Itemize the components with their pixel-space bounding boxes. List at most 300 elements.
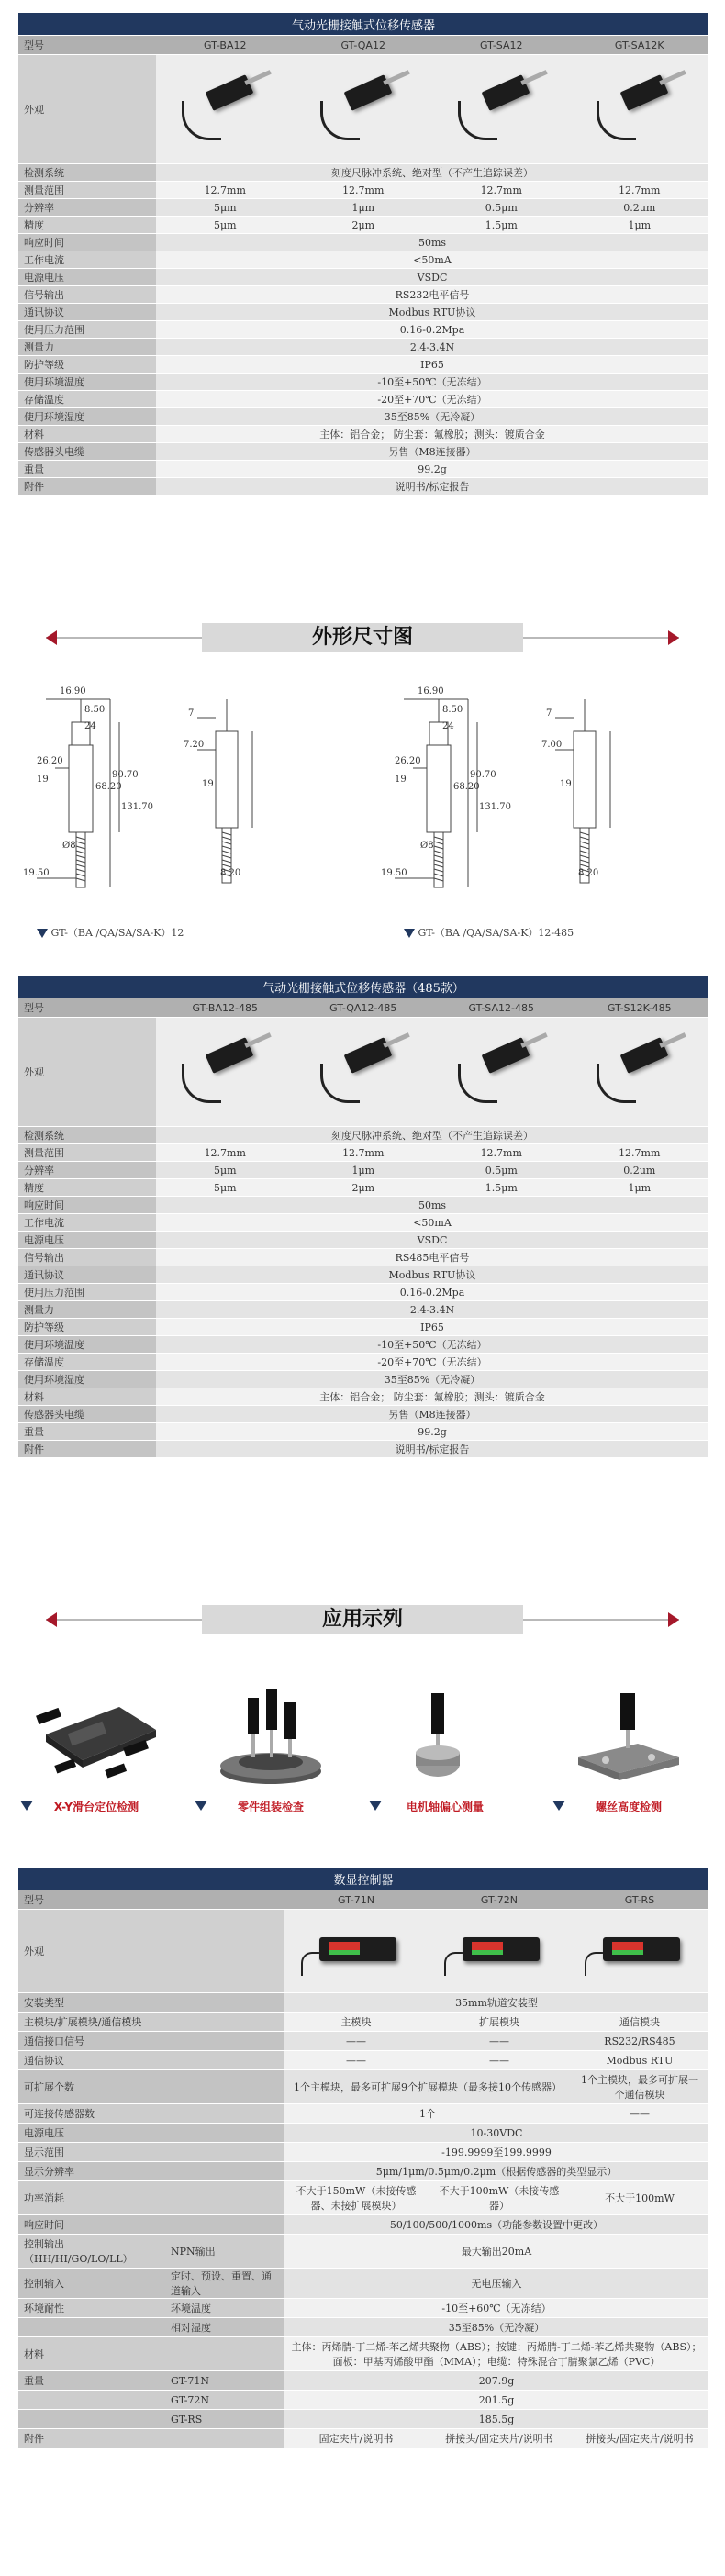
spec-sublabel: GT-RS [165, 2410, 284, 2429]
spec-label: 可扩展个数 [18, 2070, 284, 2104]
model-name: GT-RS [571, 1890, 708, 1910]
spec-label: 材料 [18, 2337, 284, 2371]
dimension-label: 19 [560, 779, 572, 789]
sensor-product-image [313, 1029, 414, 1116]
spec-value: 35至85%（无冷凝） [156, 1371, 708, 1388]
spec-value: 1个主模块，最多可扩展9个扩展模块（最多接10个传感器） [284, 2070, 571, 2104]
dimension-label: 131.70 [479, 802, 511, 812]
spec-label [18, 2410, 165, 2429]
spec-row [18, 1232, 708, 1249]
dimension-label: 19.50 [23, 868, 50, 878]
spec-row [18, 1249, 708, 1266]
model-name: GT-72N [428, 1890, 571, 1910]
cable-thread-line [434, 869, 443, 872]
spec-row [18, 2051, 708, 2070]
spec-value: 1μm [571, 217, 709, 234]
dimension-label: 7 [546, 708, 552, 719]
model-name: GT-SA12K [571, 36, 709, 55]
dimension-label: 16.90 [418, 686, 444, 697]
spec-value: RS485电平信号 [156, 1249, 708, 1266]
cable-thread-line [222, 864, 231, 867]
spec-sublabel: 相对湿度 [165, 2318, 284, 2337]
cable-thread-line [76, 851, 85, 853]
spec-row [18, 374, 708, 391]
spec-row [18, 182, 708, 199]
cable-thread-line [76, 846, 85, 849]
spec-label: 传感器头电缆 [18, 1406, 156, 1423]
spec-value: 99.2g [156, 461, 708, 478]
table-title: 数显控制器 [18, 1868, 708, 1890]
spec-row [18, 2104, 708, 2124]
spec-label: 通信接口信号 [18, 2032, 284, 2051]
spec-value: 不大于150mW（未接传感器、未接扩展模块） [284, 2181, 428, 2215]
spec-value: <50mA [156, 251, 708, 269]
spec-label: 使用环境湿度 [18, 1371, 156, 1388]
spec-sublabel: NPN输出 [165, 2235, 284, 2269]
left-arrow-icon [46, 1612, 57, 1627]
spec-label: 材料 [18, 1388, 156, 1406]
spec-value: 说明书/标定报告 [156, 1441, 708, 1458]
spec-label: 附件 [18, 478, 156, 496]
spec-label: 测量力 [18, 339, 156, 356]
spec-label: 显示范围 [18, 2143, 284, 2162]
spec-value: 35至85%（无冷凝） [156, 408, 708, 426]
cable-thread-line [76, 860, 85, 863]
spec-value: Modbus RTU协议 [156, 304, 708, 321]
dimension-label: 90.70 [470, 770, 496, 780]
spec-label: 响应时间 [18, 2215, 284, 2235]
model-header-label: 型号 [18, 998, 156, 1018]
spec-label: 测量范围 [18, 1144, 156, 1162]
spec-row [18, 2143, 708, 2162]
spec-row [18, 2124, 708, 2143]
spec-value: 0.5μm [432, 199, 571, 217]
spec-row [18, 269, 708, 286]
spec-label: 响应时间 [18, 1197, 156, 1214]
spec-value: 2μm [295, 217, 433, 234]
spec-row [18, 443, 708, 461]
spec-row [18, 1423, 708, 1441]
table-title: 气动光栅接触式位移传感器（485款） [18, 976, 708, 998]
spec-value: IP65 [156, 356, 708, 374]
dimension-label: 68.20 [95, 782, 122, 792]
dimension-label: 26.20 [37, 756, 63, 766]
spec-label: 使用压力范围 [18, 1284, 156, 1301]
cable-thread-line [580, 842, 589, 844]
model-name: GT-QA12 [295, 36, 433, 55]
cable-thread-line [76, 842, 85, 844]
spec-value: 扩展模块 [428, 2013, 571, 2032]
spec-row [18, 1319, 708, 1336]
spec-label: 测量范围 [18, 182, 156, 199]
spec-label: 可连接传感器数 [18, 2104, 284, 2124]
spec-value: 12.7mm [571, 1144, 709, 1162]
controller-product-image [585, 1919, 695, 1983]
spec-value: RS232/RS485 [571, 2032, 708, 2051]
spec-label: 检测系统 [18, 1127, 156, 1144]
spec-label [18, 2318, 165, 2337]
sensor-product-image [451, 66, 552, 153]
cable-thread-line [76, 837, 85, 840]
spec-value: 刻度尺脉冲系统、绝对型（不产生追踪误差） [156, 1127, 708, 1144]
model-header-label: 型号 [18, 1890, 284, 1910]
spec-value: 50ms [156, 1197, 708, 1214]
cable-thread-line [580, 851, 589, 853]
spec-row [18, 1284, 708, 1301]
model-name: GT-SA12 [432, 36, 571, 55]
spec-label: 测量力 [18, 1301, 156, 1319]
gear-assembly-illustration [193, 1679, 349, 1794]
dimension-label: 7.20 [184, 740, 205, 750]
spec-row [18, 2181, 708, 2215]
spec-label: 响应时间 [18, 234, 156, 251]
cable-thread-line [76, 864, 85, 867]
table-title: 气动光栅接触式位移传感器 [18, 13, 708, 36]
spec-label: 通信协议 [18, 2051, 284, 2070]
spec-label: 存储温度 [18, 1354, 156, 1371]
spec-value: 最大输出20mA [284, 2235, 708, 2269]
dimension-label: 24 [442, 721, 454, 731]
spec-value: 无电压输入 [284, 2269, 708, 2299]
motor-shaft-illustration [367, 1679, 523, 1794]
section-banner-applications [46, 1601, 679, 1638]
spec-row [18, 2215, 708, 2235]
spec-row [18, 1179, 708, 1197]
cable-thread-line [222, 855, 231, 858]
spec-label: 通讯协议 [18, 1266, 156, 1284]
spec-value: 5μm [156, 199, 295, 217]
spec-value: 10-30VDC [284, 2124, 708, 2143]
cable-thread-line [434, 860, 443, 863]
spec-value: 主模块 [284, 2013, 428, 2032]
spec-value: 5μm [156, 1179, 295, 1197]
spec-label: 精度 [18, 1179, 156, 1197]
spec-label: 传感器头电缆 [18, 443, 156, 461]
application-screw-height: 螺丝高度检测 [551, 1679, 707, 1817]
spec-row [18, 304, 708, 321]
cable-thread-line [434, 846, 443, 849]
cable-thread-line [222, 851, 231, 853]
spec-value: 不大于100mW [571, 2181, 708, 2215]
spec-sublabel: GT-72N [165, 2391, 284, 2410]
banner-title: 外形尺寸图 [311, 626, 413, 649]
cable-thread-line [434, 837, 443, 840]
cable-thread-line [76, 878, 85, 881]
sensor-product-image [451, 1029, 552, 1116]
model-name: GT-71N [284, 1890, 428, 1910]
dimension-label: 8.20 [220, 868, 241, 878]
spec-value: 0.5μm [432, 1162, 571, 1179]
spec-value: —— [284, 2032, 428, 2051]
cable-thread-line [580, 832, 589, 835]
screw-height-illustration [551, 1679, 707, 1794]
spec-value: 35至85%（无冷凝） [284, 2318, 708, 2337]
dimension-label: Ø8 [420, 841, 434, 851]
spec-value: 2.4-3.4N [156, 339, 708, 356]
dimension-label: 8.50 [84, 705, 106, 715]
spec-row [18, 251, 708, 269]
cable-thread-line [580, 837, 589, 840]
spec-row [18, 2162, 708, 2181]
side-body-outline [216, 731, 238, 828]
spec-value: 12.7mm [156, 182, 295, 199]
spec-value: 12.7mm [295, 1144, 433, 1162]
spec-row [18, 1162, 708, 1179]
spec-row [18, 2070, 708, 2104]
spec-label: 精度 [18, 217, 156, 234]
model-name: GT-BA12-485 [156, 998, 295, 1018]
spec-row [18, 356, 708, 374]
spec-value: -20至+70℃（无冻结） [156, 1354, 708, 1371]
spec-row [18, 1301, 708, 1319]
spec-sublabel: GT-71N [165, 2371, 284, 2391]
spec-value: 1μm [571, 1179, 709, 1197]
dimension-drawing-485 [381, 686, 610, 887]
spec-value: 12.7mm [432, 182, 571, 199]
cable-thread-line [580, 846, 589, 849]
spec-row [18, 2410, 708, 2429]
spec-row [18, 2032, 708, 2051]
spec-row [18, 1127, 708, 1144]
dimension-label: 8.50 [442, 705, 463, 715]
appearance-label: 外观 [18, 1910, 284, 1993]
spec-label: 使用压力范围 [18, 321, 156, 339]
sensor-body-outline [427, 745, 451, 832]
spec-value: 2.4-3.4N [156, 1301, 708, 1319]
banner-title: 应用示列 [321, 1608, 403, 1631]
spec-label: 工作电流 [18, 251, 156, 269]
cable-thread-line [434, 842, 443, 844]
side-body-outline [574, 731, 596, 828]
spec-value: 主体：丙烯腈-丁二烯-苯乙烯共聚物（ABS）；按键：丙烯腈-丁二烯-苯乙烯共聚物（ABS）；面板：甲基丙烯酸甲酯（MMA）；电缆：特殊混合丁腈聚氯乙烯（PVC） [284, 2337, 708, 2371]
spec-value: 12.7mm [156, 1144, 295, 1162]
spec-value: 拼接头/固定夹片/说明书 [571, 2429, 708, 2448]
xy-stage-illustration [18, 1679, 174, 1794]
dimension-label: 19.50 [381, 868, 407, 878]
dimension-label: 19 [202, 779, 214, 789]
dimension-label: 16.90 [60, 686, 86, 697]
spec-value: 1.5μm [432, 1179, 571, 1197]
spec-row [18, 2337, 708, 2371]
cable-thread-line [434, 878, 443, 881]
spec-value: 5μm/1μm/0.5μm/0.2μm（根据传感器的类型显示） [284, 2162, 708, 2181]
spec-value: 1μm [295, 199, 433, 217]
dimension-drawing-rs232 [23, 686, 252, 887]
spec-value: 说明书/标定报告 [156, 478, 708, 496]
spec-label: 电源电压 [18, 269, 156, 286]
cable-thread-line [434, 851, 443, 853]
spec-value: 5μm [156, 217, 295, 234]
cable-thread-line [76, 855, 85, 858]
spec-label: 重量 [18, 1423, 156, 1441]
dimension-label: 19 [37, 775, 49, 785]
spec-value: 1个 [284, 2104, 571, 2124]
spec-row [18, 478, 708, 496]
spec-label: 使用环境温度 [18, 1336, 156, 1354]
model-name: GT-BA12 [156, 36, 295, 55]
spec-row [18, 1336, 708, 1354]
dimension-label: 8.20 [578, 868, 599, 878]
spec-value: 0.16-0.2Mpa [156, 1284, 708, 1301]
spec-value: 刻度尺脉冲系统、绝对型（不产生追踪误差） [156, 164, 708, 182]
spec-row [18, 408, 708, 426]
spec-label: 信号输出 [18, 286, 156, 304]
spec-value: 主体：铝合金； 防尘套：氟橡胶；测头：镀质合金 [156, 1388, 708, 1406]
spec-value: 不大于100mW（未接传感器） [428, 2181, 571, 2215]
spec-label: 主模块/扩展模块/通信模块 [18, 2013, 284, 2032]
spec-label: 存储温度 [18, 391, 156, 408]
spec-row [18, 2013, 708, 2032]
spec-value: —— [428, 2051, 571, 2070]
cable-thread-line [434, 864, 443, 867]
spec-label: 安装类型 [18, 1993, 284, 2013]
cable-thread-line [580, 864, 589, 867]
controller-product-image [444, 1919, 554, 1983]
cable-thread-line [222, 846, 231, 849]
spec-row [18, 234, 708, 251]
section-banner-dimensions [46, 619, 679, 656]
spec-value: —— [284, 2051, 428, 2070]
spec-label: 显示分辨率 [18, 2162, 284, 2181]
spec-value: —— [428, 2032, 571, 2051]
model-name: GT-S12K-485 [571, 998, 709, 1018]
model-header-label: 型号 [18, 36, 156, 55]
spec-label: 分辨率 [18, 1162, 156, 1179]
dimension-label: Ø8 [62, 841, 76, 851]
spec-label: 电源电压 [18, 1232, 156, 1249]
spec-label: 控制输入 [18, 2269, 165, 2299]
spec-value: 12.7mm [432, 1144, 571, 1162]
caption-triangle-icon [404, 929, 415, 938]
spec-value: 5μm [156, 1162, 295, 1179]
spec-value: Modbus RTU [571, 2051, 708, 2070]
dimension-drawings [18, 681, 707, 947]
spec-value: VSDC [156, 1232, 708, 1249]
spec-label: 重量 [18, 2371, 165, 2391]
sensor-product-image [589, 1029, 690, 1116]
cable-thread-line [434, 855, 443, 858]
dimension-label: 7.00 [541, 740, 563, 750]
spec-row [18, 1388, 708, 1406]
spec-value: Modbus RTU协议 [156, 1266, 708, 1284]
spec-row [18, 1214, 708, 1232]
cable-thread-line [76, 869, 85, 872]
caption-triangle-icon [37, 929, 48, 938]
spec-row [18, 391, 708, 408]
spec-row [18, 2371, 708, 2391]
cable-thread-line [434, 874, 443, 876]
spec-value: 12.7mm [295, 182, 433, 199]
spec-label: 功率消耗 [18, 2181, 284, 2215]
cable-thread-line [222, 860, 231, 863]
model-name: GT-SA12-485 [432, 998, 571, 1018]
dimension-label: 7 [188, 708, 195, 719]
spec-row [18, 426, 708, 443]
sensor-product-image [174, 1029, 275, 1116]
cable-thread-line [222, 832, 231, 835]
spec-value: 1个主模块，最多可扩展一个通信模块 [571, 2070, 708, 2104]
appearance-label: 外观 [18, 55, 156, 164]
spec-label: 使用环境湿度 [18, 408, 156, 426]
spec-value: 99.2g [156, 1423, 708, 1441]
spec-row [18, 2429, 708, 2448]
spec-row [18, 461, 708, 478]
sensor-body-outline [69, 745, 93, 832]
spec-value: 固定夹片/说明书 [284, 2429, 428, 2448]
spec-label: 分辨率 [18, 199, 156, 217]
spec-value: 另售（M8连接器） [156, 443, 708, 461]
spec-row [18, 1441, 708, 1458]
spec-value: 主体：铝合金； 防尘套：氟橡胶；测头：镀质合金 [156, 426, 708, 443]
spec-value: 1.5μm [432, 217, 571, 234]
dimension-label: 90.70 [112, 770, 139, 780]
spec-value: 185.5g [284, 2410, 708, 2429]
spec-label: 使用环境温度 [18, 374, 156, 391]
cable-thread-line [222, 837, 231, 840]
spec-label: 控制输出（HH/HI/GO/LO/LL） [18, 2235, 165, 2269]
spec-row [18, 2235, 708, 2269]
spec-row [18, 1354, 708, 1371]
spec-value: 35mm轨道安装型 [284, 1993, 708, 2013]
spec-row [18, 164, 708, 182]
spec-value: 通信模块 [571, 2013, 708, 2032]
spec-label: 附件 [18, 1441, 156, 1458]
spec-value: 50ms [156, 234, 708, 251]
spec-row [18, 321, 708, 339]
spec-value: -10至+60℃（无冻结） [284, 2299, 708, 2318]
appearance-label: 外观 [18, 1018, 156, 1127]
spec-value: 1μm [295, 1162, 433, 1179]
spec-value: 2μm [295, 1179, 433, 1197]
spec-value: IP65 [156, 1319, 708, 1336]
controller-spec-table [18, 1868, 708, 2448]
spec-row [18, 2269, 708, 2299]
spec-row [18, 1406, 708, 1423]
model-name: GT-QA12-485 [295, 998, 433, 1018]
right-arrow-icon [668, 630, 679, 645]
spec-value: 207.9g [284, 2371, 708, 2391]
spec-value: 50/100/500/1000ms（功能参数设置中更改） [284, 2215, 708, 2235]
dimension-label: 19 [395, 775, 407, 785]
dimension-caption-right: GT-（BA /QA/SA/SA-K）12-485 [404, 925, 679, 940]
spec-label: 电源电压 [18, 2124, 284, 2143]
application-xy-stage: X-Y滑台定位检测 [18, 1679, 174, 1817]
spec-label [18, 2391, 165, 2410]
spec-label: 环境耐性 [18, 2299, 165, 2318]
sensor-product-image [313, 66, 414, 153]
spec-value: <50mA [156, 1214, 708, 1232]
spec-value: -10至+50℃（无冻结） [156, 1336, 708, 1354]
dimension-label: 24 [84, 721, 96, 731]
spec-label: 通讯协议 [18, 304, 156, 321]
spec-table-rs485 [18, 976, 708, 1458]
spec-row [18, 1197, 708, 1214]
application-part-assembly: 零件组装检查 [193, 1679, 349, 1817]
spec-value: -10至+50℃（无冻结） [156, 374, 708, 391]
spec-row [18, 1371, 708, 1388]
spec-value: -20至+70℃（无冻结） [156, 391, 708, 408]
dimension-label: 26.20 [395, 756, 421, 766]
spec-label: 工作电流 [18, 1214, 156, 1232]
spec-value: —— [571, 2104, 708, 2124]
spec-row [18, 1144, 708, 1162]
spec-row [18, 1993, 708, 2013]
sensor-product-image [589, 66, 690, 153]
spec-value: 201.5g [284, 2391, 708, 2410]
spec-label: 信号输出 [18, 1249, 156, 1266]
dimension-label: 68.20 [453, 782, 480, 792]
spec-value: 0.2μm [571, 199, 709, 217]
